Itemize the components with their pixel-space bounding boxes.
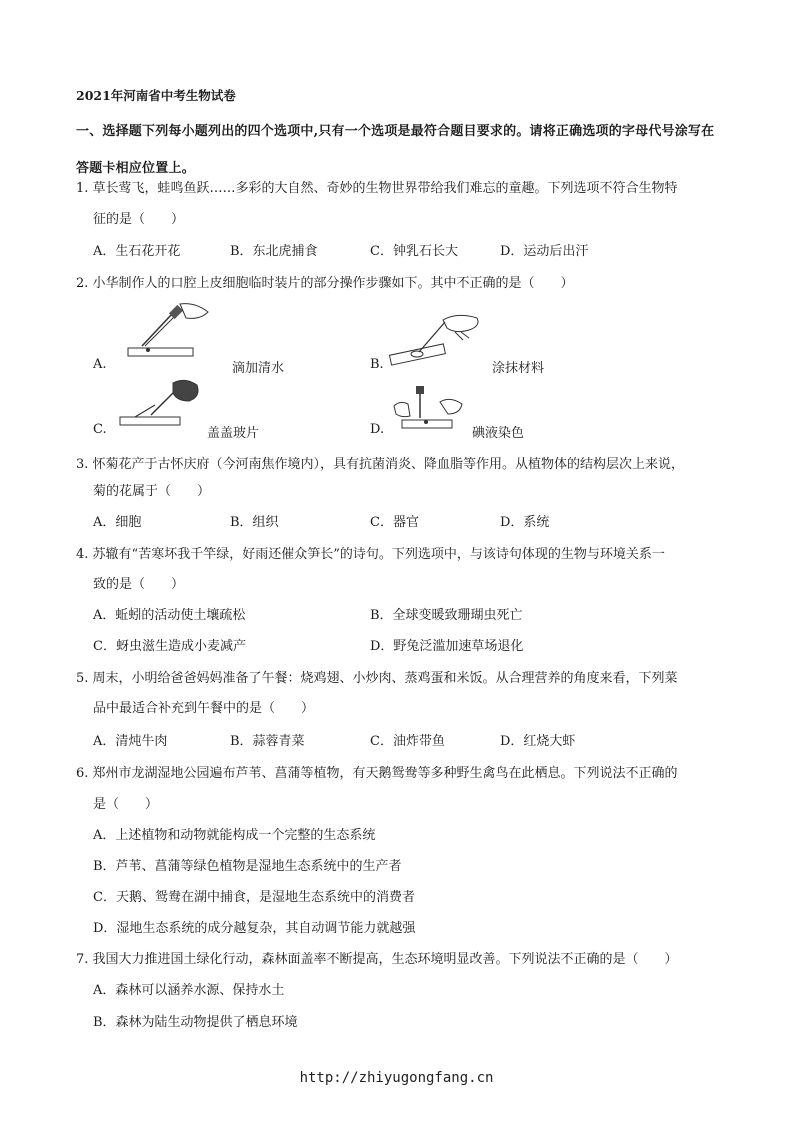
option-c: C．蚜虫滋生造成小麦减产 [93, 639, 246, 654]
option-a: A．上述植物和动物就能构成一个完整的生态系统 [93, 828, 376, 843]
question-3 [76, 453, 736, 472]
option-d: D．运动后出汗 [500, 244, 589, 259]
option-a: A．清炖牛肉 [93, 734, 168, 749]
option-b: B．组织 [230, 515, 279, 530]
option-d: D．湿地生态系统的成分越复杂，其自动调节能力就越强 [93, 921, 416, 936]
fig-option-c-letter: C. [93, 422, 107, 437]
question-7 [76, 948, 736, 967]
question-3-cont: 菊的花属于（ ） [93, 484, 211, 499]
option-a: A．细胞 [93, 515, 142, 530]
question-5-cont: 品中最适合补充到午餐中的是（ ） [93, 701, 315, 716]
option-b: B．蒜蓉青菜 [230, 734, 305, 749]
question-text: 周末，小明给爸爸妈妈准备了午餐：烧鸡翅、小炒肉、蒸鸡蛋和米饭。从合理营养的角度来看，下列菜 [92, 671, 678, 686]
option-b: B．森林为陆生动物提供了栖息环境 [93, 1015, 298, 1030]
question-6-cont: 是（ ） [93, 797, 159, 812]
dropper-slide-icon [120, 300, 215, 362]
question-6 [76, 762, 736, 781]
question-5 [76, 667, 736, 686]
question-number: 6. [76, 766, 89, 781]
question-4 [76, 543, 736, 562]
fig-option-b-letter: B. [370, 357, 384, 372]
option-d: D．红烧大虾 [500, 734, 576, 749]
option-b: B．东北虎捕食 [230, 244, 318, 259]
fig-option-d-letter: D. [370, 422, 385, 437]
fig-option-c-caption: 盖盖玻片 [207, 426, 260, 441]
option-c: C．器官 [370, 515, 419, 530]
fig-option-a-letter: A. [93, 357, 107, 372]
option-a: A．生石花开花 [93, 244, 181, 259]
question-number: 1. [76, 181, 89, 196]
document-title: 2021年河南省中考生物试卷 [76, 88, 236, 103]
question-text: 草长莺飞，蛙鸣鱼跃……多彩的大自然、奇妙的生物世界带给我们难忘的童趣。下列选项不符合生物特 [92, 181, 678, 196]
question-number: 3. [76, 457, 89, 472]
question-text: 小华制作人的口腔上皮细胞临时装片的部分操作步骤如下。其中不正确的是（ ） [92, 276, 574, 291]
question-number: 5. [76, 671, 89, 686]
coverslip-icon [115, 375, 205, 433]
question-text: 怀菊花产于古怀庆府（今河南焦作境内），具有抗菌消炎、降血脂等作用。从植物体的结构层次上来说， [92, 457, 685, 472]
question-1 [76, 177, 736, 196]
question-4-cont: 致的是（ ） [93, 577, 185, 592]
fig-option-d-caption: 碘液染色 [472, 426, 525, 441]
option-c: C．天鹅、鸳鸯在湖中捕食，是湿地生态系统中的消费者 [93, 890, 415, 905]
question-2 [76, 272, 736, 291]
question-number: 4. [76, 547, 89, 562]
swab-slide-icon [385, 310, 485, 375]
question-number: 2. [76, 276, 89, 291]
question-1-cont: 征的是（ ） [93, 212, 185, 227]
option-b: B．芦苇、菖蒲等绿色植物是湿地生态系统中的生产者 [93, 859, 402, 874]
option-a: A．森林可以涵养水源、保持水土 [93, 983, 285, 998]
footer-url[interactable]: http://zhiyugongfang.cn [299, 1070, 494, 1086]
question-text: 郑州市龙湖湿地公园遍布芦苇、菖蒲等植物，有天鹅鸳鸯等多种野生禽鸟在此栖息。下列说法不正确的 [92, 766, 678, 781]
fig-option-a-caption: 滴加清水 [232, 361, 285, 376]
question-text: 苏辙有“苦寒坏我千竿绿，好雨还催众笋长”的诗句。下列选项中，与该诗句体现的生物与环境关系一 [92, 547, 665, 562]
question-text: 我国大力推进国土绿化行动，森林面盖率不断提高，生态环境明显改善。下列说法不正确的是（ ） [92, 952, 678, 967]
option-c: C．油炸带鱼 [370, 734, 445, 749]
option-b: B．全球变暖致珊瑚虫死亡 [370, 608, 523, 623]
question-number: 7. [76, 952, 89, 967]
option-c: C．钟乳石长大 [370, 244, 458, 259]
option-a: A．蚯蚓的活动使土壤疏松 [93, 608, 246, 623]
option-d: D．野兔泛滥加速草场退化 [370, 639, 524, 654]
fig-option-b-caption: 涂抹材料 [492, 361, 545, 376]
iodine-stain-icon [390, 382, 470, 440]
option-d: D．系统 [500, 515, 550, 530]
section-heading: 一、选择题下列每小题列出的四个选项中,只有一个选项是最符合题目要求的。请将正确选项的字母代号涂写在答题卡相应位置上。 [76, 124, 715, 176]
